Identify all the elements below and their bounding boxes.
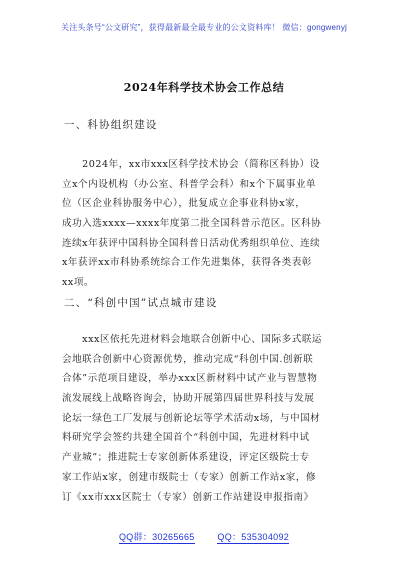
- paragraph-organization: [62, 155, 352, 293]
- paragraph-line: 连续x年获评中国科协全国科普日活动优秀组织单位、连续: [62, 237, 321, 249]
- paragraph-line: 位（区企业科协服务中心），批复成立企事业科协x家，: [62, 198, 306, 210]
- section-heading-1: 一、科协组织建设: [64, 119, 158, 131]
- paragraph-line: xxx区依托先进材料会地联合创新中心、国际多式联运: [62, 334, 322, 345]
- qq-contact-link[interactable]: QQ：535304092: [217, 532, 290, 542]
- paragraph-line: 产业城”；推进院士专家创新体系建设，评定区级院士专: [62, 452, 310, 464]
- paragraph-line: 成功入选xxxx—xxxx年度第二批全国科普示范区。区科协: [62, 218, 322, 230]
- header-note: 关注头条号“公文研究”，获得最新最全最专业的公文资料库！ 微信：gongwenyj: [61, 23, 347, 32]
- paragraph-line: 论坛一绿色工厂发展与创新论坛等学术活动x场，与中国材: [62, 412, 321, 424]
- paragraph-line: 流发展线上战略咨询会，协助开展第四届世界科技与发展: [62, 393, 315, 405]
- paragraph-line: 会地联合创新中心资源优势，推动完成“科创中国.创新联: [62, 353, 314, 365]
- paragraph-line: 订《xx市xxx区院士（专家）创新工作站建设申报指南》: [62, 491, 314, 503]
- section-heading-2: 二、“科创中国”试点城市建设: [64, 297, 218, 309]
- paragraph-line: xx项。: [62, 277, 95, 289]
- paragraph-line: 2024年，xx市xxx区科学技术协会（简称区科协）设: [62, 159, 320, 170]
- paragraph-line: x年获评xx市科协系统综合工作先进集体，获得各类表彰: [62, 257, 312, 269]
- qq-group-link[interactable]: QQ群：30265665: [118, 532, 195, 542]
- paragraph-line: 合体”示范项目建设，举办xxx区新材料中试产业与智慧物: [62, 373, 318, 385]
- paragraph-line: 料研究学会签约共建全国首个“科创中国，先进材料中试: [62, 432, 310, 444]
- document-title: 2024年科学技术协会工作总结: [123, 81, 285, 94]
- paragraph-line: 家工作站x家，创建市级院士（专家）创新工作站x家，修: [62, 471, 317, 483]
- paragraph-line: 立x个内设机构（办公室、科普学会科）和x个下属事业单: [62, 178, 317, 190]
- footer-contact: [0, 532, 408, 544]
- paragraph-pilot-city: [62, 330, 352, 507]
